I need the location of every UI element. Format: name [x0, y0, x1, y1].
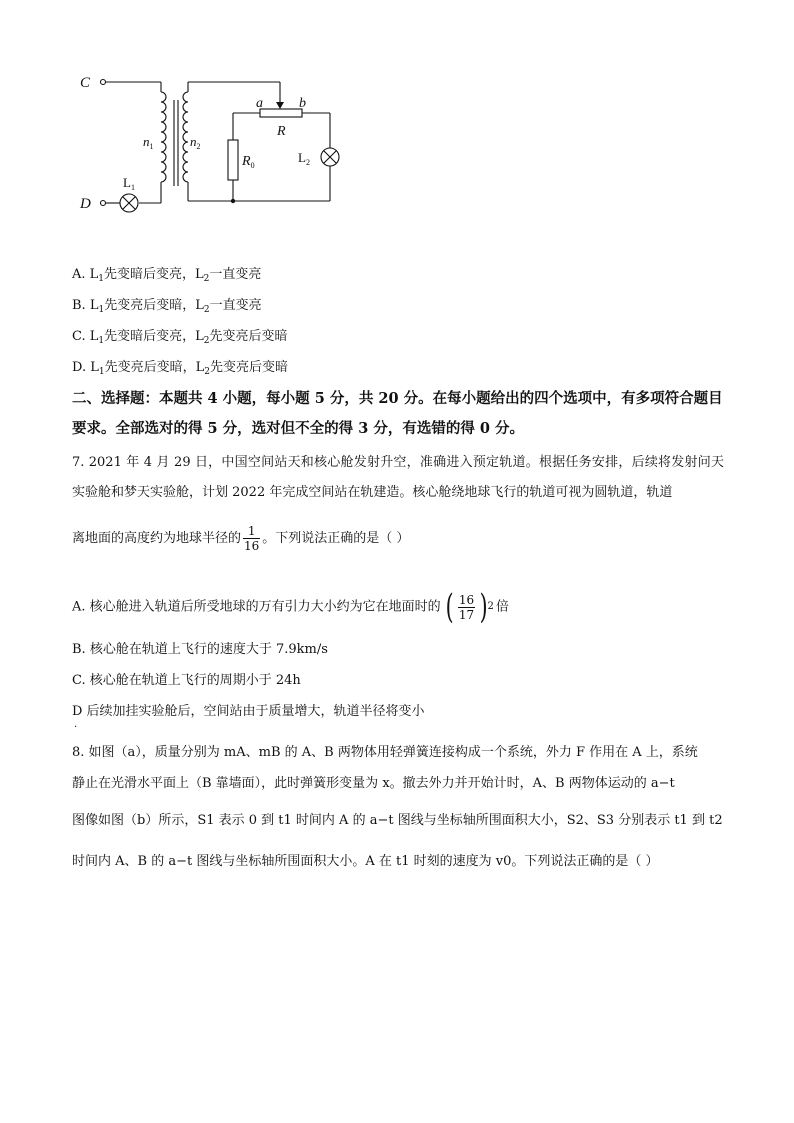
lamp-l1	[120, 194, 138, 212]
label-l1: $L_1$	[123, 175, 135, 192]
slider-arrow	[276, 102, 284, 109]
label-r: R	[277, 124, 286, 139]
q7-option-b: B. 核心舱在轨道上飞行的速度大于 7.9km/s	[72, 642, 328, 657]
fraction-16-17-squared: ( $\frac{16}{17}$ ) 2	[445, 587, 494, 627]
resistor-r0	[228, 140, 238, 180]
q7-option-a: A. 核心舱进入轨道后所受地球的万有引力大小约为它在地面时的 ( $\frac{16}{17}$ ) 2 倍	[72, 587, 509, 627]
label-b: b	[299, 96, 306, 111]
q6-option-d: D. $L_1$先变亮后变暗，$L_2$先变亮后变暗	[72, 360, 288, 377]
q7-stem: 7. 2021 年 4 月 29 日，中国空间站天和核心舱发射升空，准确进入预定轨道。根据任务安排，后续将发射问天实验舱和梦天实验舱，计划 2022 年完成空间站在轨建造。核心舱绕地球飞行的轨道可视为圆轨道，轨道	[72, 455, 724, 500]
label-l2: $L_2$	[298, 150, 310, 167]
label-d: D	[80, 196, 91, 212]
secondary-coil	[183, 92, 188, 182]
q7-option-c: C. 核心舱在轨道上飞行的周期小于 24h	[72, 673, 301, 688]
primary-coil	[161, 92, 166, 182]
fraction-1-16: $\frac{1}{16}$	[244, 524, 260, 553]
section-2-heading: 二、选择题：本题共 4 小题，每小题 5 分，共 20 分。在每小题给出的四个选项中，有多项符合题目要求。全部选对的得 5 分，选对但不全的得 3 分，有选错的得 0 分。	[72, 390, 723, 437]
rheostat-r	[260, 109, 302, 117]
q8-line-3: 图像如图（b）所示，S1 表示 0 到 t1 时间内 A 的 a−t 图线与坐标轴所围面积大小，S2、S3 分别表示 t1 到 t2	[72, 813, 723, 828]
q8-line-2: 静止在光滑水平面上（B 靠墙面），此时弹簧形变量为 x。撤去外力并开始计时，A、B 两物体运动的 a−t	[72, 776, 675, 791]
label-n2: $n_2$	[190, 134, 201, 151]
q7-stem-line3: 离地面的高度约为地球半径的 $\frac{1}{16}$ 。下列说法正确的是（ ）	[72, 524, 410, 553]
terminal-d-node	[101, 201, 106, 206]
q6-option-a: A. $L_1$先变暗后变亮，$L_2$一直变亮	[72, 267, 262, 284]
q6-option-b: B. $L_1$先变亮后变暗，$L_2$一直变亮	[72, 298, 262, 315]
q8-line-1: 8. 如图（a），质量分别为 mA、mB 的 A、B 两物体用轻弹簧连接构成一个系统，外力 F 作用在 A 上，系统	[72, 745, 698, 760]
transformer-circuit-diagram	[70, 62, 360, 220]
label-c: C	[80, 75, 91, 91]
lamp-l2	[321, 148, 339, 166]
junction-dot	[231, 199, 235, 203]
terminal-c-node	[101, 80, 106, 85]
q7-option-d: D 后续加挂实验舱后，空间站由于质量增大，轨道半径将变小	[72, 704, 425, 719]
label-n1: $n_1$	[143, 134, 154, 151]
stray-dot: ·	[74, 722, 78, 733]
q6-option-c: C. $L_1$先变暗后变亮，$L_2$先变亮后变暗	[72, 329, 288, 346]
label-a: a	[256, 96, 263, 111]
q8-line-4: 时间内 A、B 的 a−t 图线与坐标轴所围面积大小。A 在 t1 时刻的速度为 v0。下列说法正确的是（ ）	[72, 854, 659, 869]
label-r0: $R_0$	[242, 154, 255, 170]
